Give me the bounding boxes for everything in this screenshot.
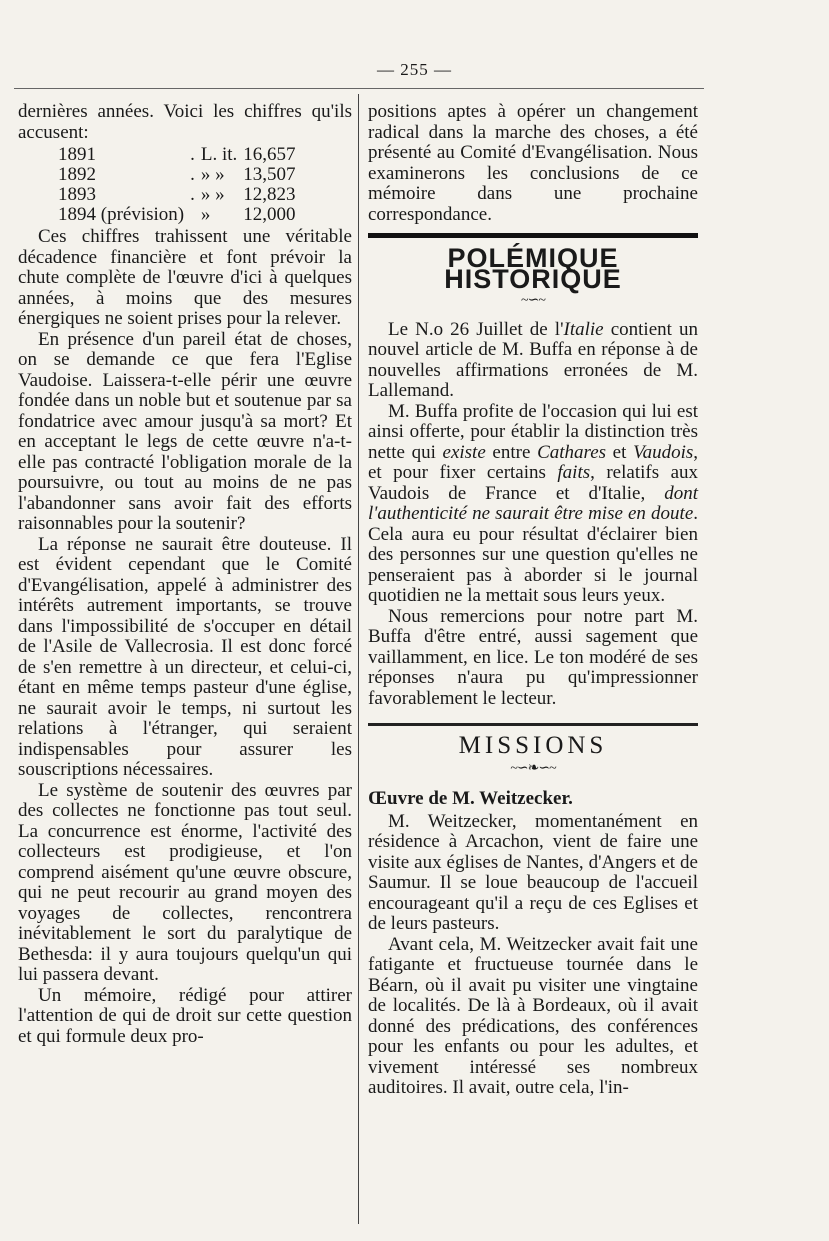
ornament-missions: ~∽❧∽~ <box>510 760 556 776</box>
polemique-title: POLÉMIQUE HISTORIQUE <box>444 243 622 294</box>
missions-paragraph-1: M. Weitzecker, momentanément en résidence à Arcachon, vient de faire une visite aux églises de Nantes, d'Angers et de Saumur. Il se loue beaucoup de l'accueil encourageant qu'il a reçu de ces Eglises et de leurs pasteurs. <box>368 810 698 934</box>
paragraph-5: Un mémoire, rédigé pour attirer l'attention de qui de droit sur cette question et qui formule deux pro- <box>18 984 352 1047</box>
figures-year: 1894 (prévision) <box>58 204 185 225</box>
left-column <box>18 102 352 1047</box>
paragraph-3: La réponse ne saurait être douteuse. Il est évident cependant que le Comité d'Evangélisation, appelé à administrer des intérêts autrement importants, se trouve dans l'impossibilité de s'occuper en détail de l'Asile de Vallecrosia. Il est donc forcé de s'en remettre à un directeur, et celui-ci, étant en même temps pasteur d'une église, ne saurait avoir le temps, ni surtout les relations à l'étranger, qui seraient indispensables pour assurer les souscriptions nécessaires. <box>18 533 352 780</box>
polemique-paragraph-1: Le N.o 26 Juillet de l'Italie contient un nouvel article de M. Buffa en réponse à de nouvelles affirmations erronées de M. Lallemand. <box>368 318 698 401</box>
header-rule <box>14 88 704 89</box>
paragraph-2: En présence d'un pareil état de choses, on se demande ce que fera l'Eglise Vaudoise. Laissera-t-elle périr une œuvre fondée dans un noble but et soutenue par sa fondatrice avec amour jusqu'à sa mort? Et en acceptant le legs de cette œuvre n'a-t-elle pas contracté l'obligation morale de la poursuivre, ou tout au moins de ne pas l'abandonner sans avoir fait des efforts raisonnables pour la soutenir? <box>18 328 352 534</box>
figures-sep: . <box>190 144 195 165</box>
paragraph-1: Ces chiffres trahissent une véritable décadence financière et font prévoir la chute complète de l'œuvre d'ici à quelques années, à moins que des mesures énergiques ne soient prises pour la relever. <box>18 226 352 329</box>
paragraph-4: Le système de soutenir des œuvres par des collectes ne fonctionne pas tout seul. La concurrence est énorme, l'activité des collecteurs est prodigieuse, et l'on comprend aisément qu'une œuvre obscure, qui ne peut recourir au grand moyen des voyages de collectes, rencontrera inévitablement le sort du paralytique de Bethesda: il y aura toujours quelqu'un qui lui passera devant. <box>18 779 352 985</box>
figures-sep: . <box>190 164 195 185</box>
figures-year: 1893 <box>58 184 96 205</box>
missions-subhead: Œuvre de M. Weitzecker. <box>368 788 573 809</box>
figures-value: 12,000 <box>243 204 296 225</box>
missions-title: MISSIONS <box>458 732 608 759</box>
section-rule <box>368 233 698 238</box>
figures-year: 1892 <box>58 164 96 185</box>
figures-value: 16,657 <box>243 144 296 165</box>
figures-row <box>58 145 302 165</box>
figures-value: 13,507 <box>243 164 296 185</box>
missions-paragraph-2: Avant cela, M. Weitzecker avait fait une fatigante et fructueuse tournée dans le Béarn, où il avait pu visiter une vingtaine de localités. De là à Bordeaux, où il avait donné des prédications, des conférences pour les enfants ou pour les adultes, et vivement intéressé ses nombreux auditoires. Il avait, outre cela, l'in- <box>368 933 698 1098</box>
figures-row <box>58 205 302 225</box>
column-divider <box>358 94 359 1224</box>
figures-label: L. it. <box>200 144 238 165</box>
figures-label: » » <box>200 164 225 185</box>
figures-label: » <box>200 204 211 225</box>
right-column <box>368 102 698 1099</box>
continued-paragraph: positions aptes à opérer un changement radical dans la marche des choses, a été présenté au Comité d'Evangélisation. Nous examinerons les conclusions de ce mémoire dans une prochaine correspondance. <box>368 101 698 225</box>
figures-value: 12,823 <box>243 184 296 205</box>
figures-sep: . <box>190 184 195 205</box>
figures-row <box>58 185 302 205</box>
polemique-paragraph-2: M. Buffa profite de l'occasion qui lui est ainsi offerte, pour établir la distinction très nette qui existe entre Cathares et Vaudois, et pour fixer certains faits, relatifs aux Vaudois de France et d'Italie, dont l'authenticité ne saurait être mise en doute. Cela aura eu pour résultat d'éclairer bien des personnes sur une question qu'elles ne penseraient pas à aborder si le journal quotidien ne la mettait sous leurs yeux. <box>368 400 699 606</box>
figures-table <box>58 145 302 225</box>
figures-sep <box>190 205 201 225</box>
figures-label: » » <box>200 184 225 205</box>
figures-year: 1891 <box>58 144 96 165</box>
figures-row <box>58 165 302 185</box>
intro-paragraph: dernières années. Voici les chiffres qu'ils accusent: <box>18 101 352 143</box>
missions-rule <box>368 723 698 726</box>
polemique-paragraph-3: Nous remercions pour notre part M. Buffa d'être entré, aussi sagement que vaillamment, en lice. Le ton modéré de ses réponses n'aura pu qu'impressionner favorablement le lecteur. <box>368 605 698 709</box>
ornament-polemique: ~∽~ <box>521 293 545 308</box>
page-number: — 255 — <box>377 60 452 79</box>
